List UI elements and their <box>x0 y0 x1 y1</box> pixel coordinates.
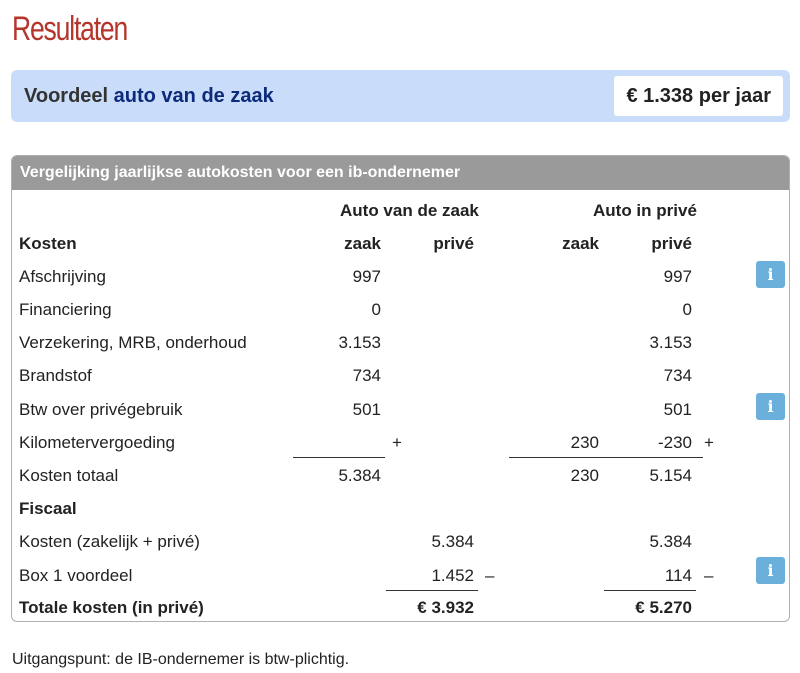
cell-zaak-zaak: 501 <box>352 400 381 419</box>
operator-plus: + <box>392 433 402 452</box>
row-label: Box 1 voordeel <box>19 566 133 585</box>
fiscaal-header-row <box>12 491 790 524</box>
group-header-row <box>12 193 790 226</box>
footnote: Uitgangspunt: de IB-ondernemer is btw-plichtig. <box>12 651 350 668</box>
cell-prive-prive: -230 <box>657 433 692 452</box>
fiscaal-heading: Fiscaal <box>19 499 77 518</box>
group-header-auto-zaak: Auto van de zaak <box>340 201 479 220</box>
advantage-value: € 1.338 per jaar <box>614 76 783 116</box>
table-row <box>12 325 790 358</box>
cell-prive-zaak: 230 <box>570 433 599 452</box>
cell-zaak-zaak: 3.153 <box>338 333 381 352</box>
comparison-panel <box>11 155 790 622</box>
sub-header-prive-1: privé <box>433 234 474 253</box>
panel-header: Vergelijking jaarlijkse autokosten voor een ib-ondernemer <box>12 156 789 190</box>
advantage-banner <box>11 70 790 122</box>
table-row <box>12 392 790 425</box>
advantage-label <box>24 85 274 108</box>
cell-prive-prive: 3.153 <box>649 333 692 352</box>
cell-zaak-prive: 5.384 <box>431 532 474 551</box>
row-label: Kosten totaal <box>19 466 119 485</box>
table-row <box>12 524 790 557</box>
row-label: Totale kosten (in privé) <box>19 598 204 617</box>
table-row-grand-total <box>12 590 790 622</box>
row-label: Financiering <box>19 300 112 319</box>
cell-prive-prive: 5.384 <box>649 532 692 551</box>
row-label: Afschrijving <box>19 267 106 286</box>
info-btw-button[interactable]: i <box>756 393 785 420</box>
total-zaak: € 3.932 <box>417 598 474 617</box>
row-label: Brandstof <box>19 366 92 385</box>
costs-heading: Kosten <box>19 234 77 253</box>
table-row <box>12 558 790 591</box>
sub-header-row <box>12 226 790 259</box>
sub-header-zaak-2: zaak <box>562 234 599 253</box>
row-label: Btw over privégebruik <box>19 400 183 419</box>
operator-minus: – <box>704 566 714 585</box>
cell-zaak-zaak: 997 <box>352 267 381 286</box>
table-row <box>12 292 790 325</box>
info-box1-button[interactable]: i <box>756 557 785 584</box>
cell-prive-prive: 734 <box>663 366 692 385</box>
cell-zaak-prive: 1.452 <box>431 566 474 585</box>
group-header-auto-prive: Auto in privé <box>593 201 697 220</box>
operator-plus: + <box>704 433 714 452</box>
advantage-label-prefix: Voordeel <box>24 85 114 107</box>
operator-minus: – <box>485 566 495 585</box>
cell-prive-prive: 5.154 <box>649 466 692 485</box>
row-label: Kilometervergoeding <box>19 433 175 452</box>
page-title: Resultaten <box>12 10 128 48</box>
table-row <box>12 259 790 292</box>
cell-prive-prive: 997 <box>663 267 692 286</box>
table-row <box>12 425 790 458</box>
sub-header-zaak-1: zaak <box>344 234 381 253</box>
cell-prive-prive: 501 <box>663 400 692 419</box>
total-prive: € 5.270 <box>635 598 692 617</box>
cell-zaak-zaak: 5.384 <box>338 466 381 485</box>
cell-prive-zaak: 230 <box>570 466 599 485</box>
table-row-total <box>12 458 790 491</box>
cell-zaak-zaak: 0 <box>371 300 381 319</box>
cell-zaak-zaak: 734 <box>352 366 381 385</box>
advantage-label-accent: auto van de zaak <box>113 85 274 107</box>
sub-header-prive-2: privé <box>651 234 692 253</box>
cell-prive-prive: 114 <box>664 566 692 585</box>
cell-prive-prive: 0 <box>682 300 692 319</box>
row-label: Kosten (zakelijk + privé) <box>19 532 200 551</box>
info-afschrijving-button[interactable]: i <box>756 261 785 288</box>
table-row <box>12 358 790 391</box>
row-label: Verzekering, MRB, onderhoud <box>19 333 247 352</box>
